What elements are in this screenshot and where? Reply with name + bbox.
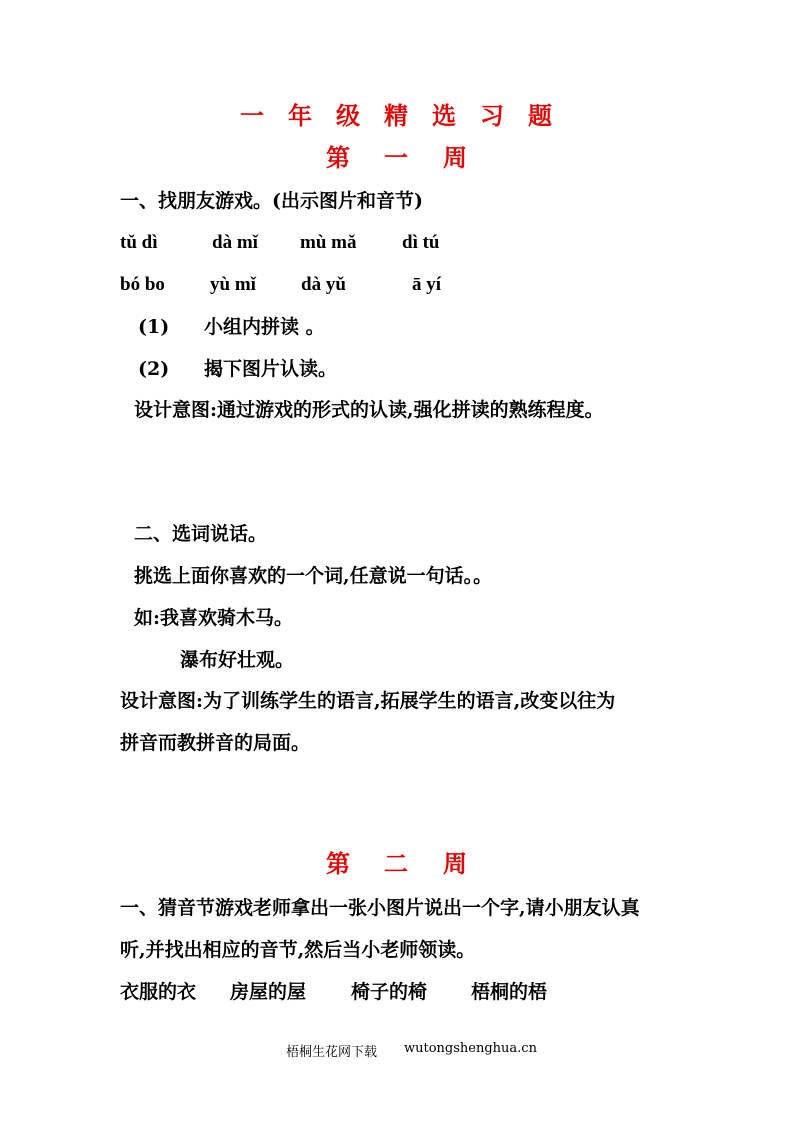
week-heading-char: 第 [326, 143, 350, 172]
pinyin-word: bó bo [120, 274, 165, 295]
example-sentence-2: 瀑布好壮观。 [180, 649, 295, 671]
week1-section2-title: 二、选词说话。 [134, 523, 268, 545]
step-number: (2) [138, 358, 170, 380]
pinyin-word: dà yǔ [301, 274, 346, 295]
word-item: 梧桐的梧 [471, 981, 548, 1003]
step-number: (1) [138, 316, 170, 338]
design-intent-1: 设计意图:通过游戏的形式的认读,强化拼读的熟练程度。 [134, 399, 604, 421]
title-char: 级 [336, 101, 360, 130]
design-intent-2-line1: 设计意图:为了训练学生的语言,拓展学生的语言,改变以往为 [120, 690, 616, 712]
design-intent-2-line2: 拼音而教拼音的局面。 [120, 732, 311, 754]
week2-section1-line2: 听,并找出相应的音节,然后当小老师领读。 [120, 939, 476, 961]
week1-section2-instruction: 挑选上面你喜欢的一个词,任意说一句话。。 [134, 565, 493, 587]
word-item: 椅子的椅 [351, 981, 428, 1003]
title-char: 习 [480, 101, 504, 130]
week-heading-char: 周 [443, 143, 467, 172]
pinyin-word: dì tú [402, 232, 440, 253]
title-char: 题 [528, 101, 552, 130]
week-heading-char: 第 [326, 849, 350, 878]
title-char: 年 [288, 101, 312, 130]
pinyin-word: ā yí [412, 274, 442, 295]
word-item: 衣服的衣 [120, 981, 197, 1003]
title-char: 选 [432, 101, 456, 130]
pinyin-word: dà mǐ [212, 232, 258, 253]
pinyin-word: yù mǐ [210, 274, 256, 295]
example-sentence-1: 如:我喜欢骑木马。 [134, 607, 294, 629]
week-heading-char: 一 [384, 143, 408, 172]
week-heading-char: 周 [443, 849, 467, 878]
week1-section1-title: 一、找朋友游戏。(出示图片和音节) [120, 190, 423, 212]
step-text: 揭下图片认读。 [204, 358, 338, 380]
footer-site-url: wutongshenghua.cn [404, 1041, 537, 1056]
pinyin-word: tǔ dì [120, 232, 158, 253]
title-char: 一 [240, 101, 264, 130]
week2-section1-line1: 一、猜音节游戏老师拿出一张小图片说出一个字,请小朋友认真 [120, 897, 640, 919]
step-text: 小组内拼读 。 [204, 316, 325, 338]
footer-site-name: 梧桐生花网下载 [286, 1045, 378, 1060]
word-item: 房屋的屋 [230, 981, 307, 1003]
pinyin-word: mù mǎ [300, 232, 357, 253]
week-heading-char: 二 [384, 849, 408, 878]
title-char: 精 [384, 101, 408, 130]
